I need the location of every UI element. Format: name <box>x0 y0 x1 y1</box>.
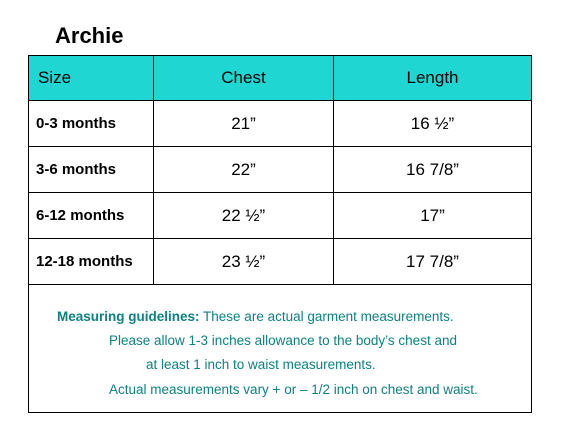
guidelines-cell <box>29 285 532 413</box>
guidelines-line-1-text: These are actual garment measurements. <box>199 309 454 324</box>
length-cell: 16 7/8” <box>334 147 532 193</box>
size-cell: 3-6 months <box>29 147 154 193</box>
length-cell: 17” <box>334 193 532 239</box>
header-size: Size <box>29 56 154 101</box>
table-row <box>29 239 532 285</box>
guidelines-line-2: Please allow 1-3 inches allowance to the body’s chest and <box>109 333 457 348</box>
chest-cell: 21” <box>154 101 334 147</box>
size-cell: 0-3 months <box>29 101 154 147</box>
table-row <box>29 147 532 193</box>
guidelines-row <box>29 285 532 413</box>
table-header-row <box>29 56 532 101</box>
guidelines-line-1 <box>57 309 454 325</box>
guidelines-box <box>29 285 531 412</box>
table-row <box>29 193 532 239</box>
size-cell: 6-12 months <box>29 193 154 239</box>
size-chart-table <box>28 55 532 413</box>
length-cell: 17 7/8” <box>334 239 532 285</box>
header-length: Length <box>334 56 532 101</box>
length-cell: 16 ½” <box>334 101 532 147</box>
guidelines-line-3: at least 1 inch to waist measurements. <box>146 357 376 372</box>
guidelines-label: Measuring guidelines: <box>57 309 200 324</box>
chest-cell: 22” <box>154 147 334 193</box>
size-cell: 12-18 months <box>29 239 154 285</box>
table-row <box>29 101 532 147</box>
chest-cell: 22 ½” <box>154 193 334 239</box>
chest-cell: 23 ½” <box>154 239 334 285</box>
guidelines-line-4: Actual measurements vary + or – 1/2 inch on chest and waist. <box>109 382 478 397</box>
page-title: Archie <box>55 23 124 48</box>
header-chest: Chest <box>154 56 334 101</box>
